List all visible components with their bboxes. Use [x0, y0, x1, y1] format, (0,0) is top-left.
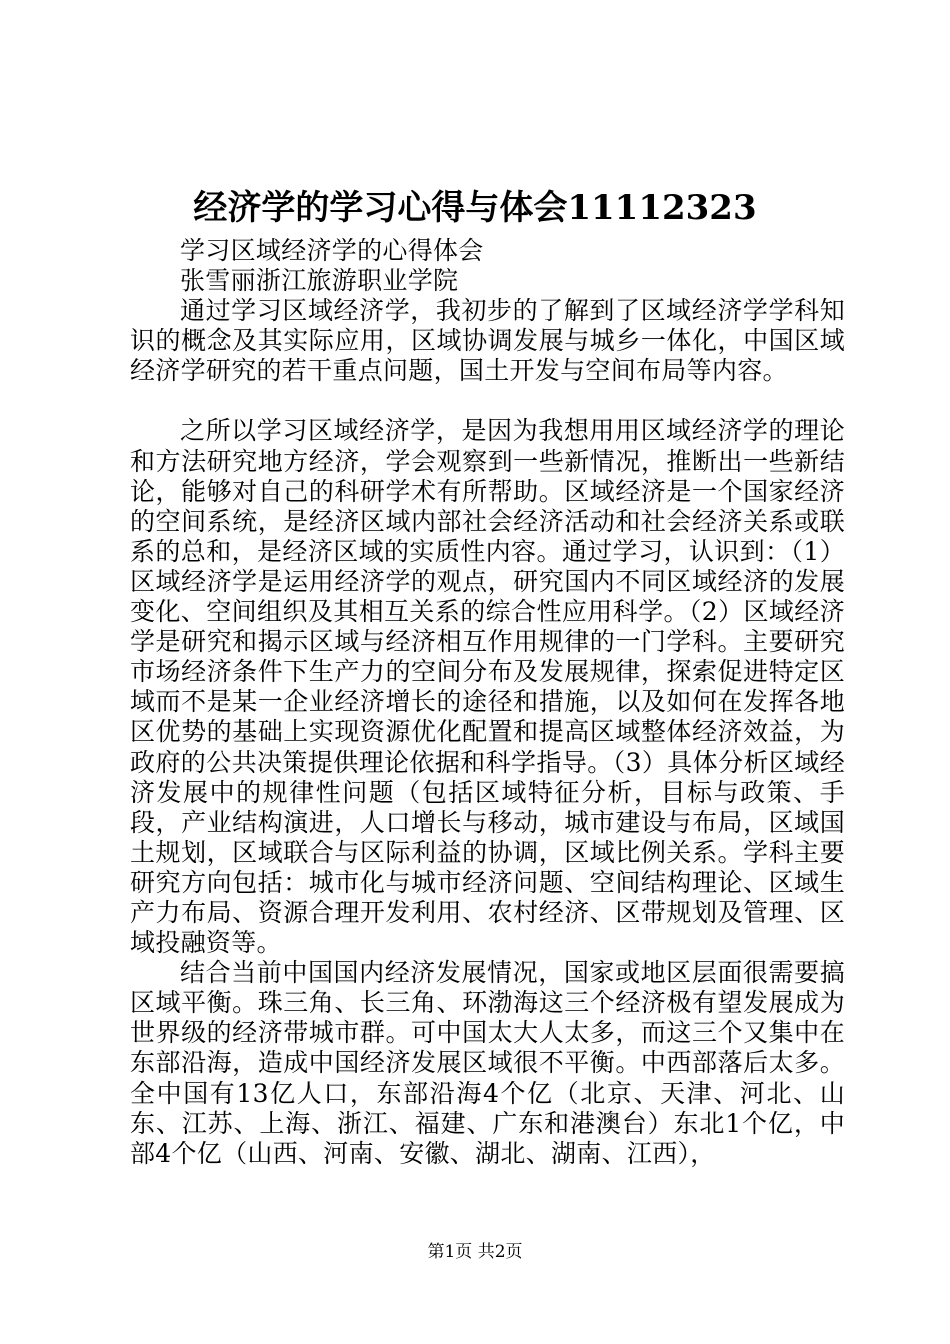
- author-line: 张雪丽浙江旅游职业学院: [180, 266, 459, 296]
- page-indicator: 第1页 共2页: [427, 1242, 523, 1262]
- subtitle-line: 学习区域经济学的心得体会: [180, 236, 484, 265]
- document-title: 经济学的学习心得与体会11112323: [193, 188, 757, 228]
- paragraph-1: 通过学习区域经济学，我初步的了解到了区域经济学学科知识的概念及其实际应用，区域协调发展与城乡一体化，中国区域经济学研究的若干重点问题，国土开发与空间布局等内容。: [130, 296, 845, 386]
- paragraph-3: 结合当前中国国内经济发展情况，国家或地区层面很需要搞区域平衡。珠三角、长三角、环渤海这三个经济极有望发展成为世界级的经济带城市群。可中国太大人太多，而这三个又集中在东部沿海，造成中国经济发展区域很不平衡。中西部落后太多。全中国有13亿人口，东部沿海4个亿（北京、天津、河北、山东、江苏、上海、浙江、福建、广东和港澳台）东北1个亿，中部4个亿（山西、河南、安徽、湖北、湖南、江西），: [130, 958, 845, 1168]
- document-body: [130, 236, 845, 1169]
- paragraph-2: 之所以学习区域经济学，是因为我想用用区域经济学的理论和方法研究地方经济，学会观察到一些新情况，推断出一些新结论，能够对自己的科研学术有所帮助。区域经济是一个国家经济的空间系统，是经济区域内部社会经济活动和社会经济关系或联系的总和，是经济区域的实质性内容。通过学习，认识到：（1）区域经济学是运用经济学的观点，研究国内不同区域经济的发展变化、空间组织及其相互关系的综合性应用科学。（2）区域经济学是研究和揭示区域与经济相互作用规律的一门学科。主要研究市场经济条件下生产力的空间分布及发展规律，探索促进特定区域而不是某一企业经济增长的途径和措施，以及如何在发挥各地区优势的基础上实现资源优化配置和提高区域整体经济效益，为政府的公共决策提供理论依据和科学指导。（3）具体分析区域经济发展中的规律性问题（包括区域特征分析，目标与政策、手段，产业结构演进，人口增长与移动，城市建设与布局，区域国土规划，区域联合与区际利益的协调，区域比例关系。学科主要研究方向包括：城市化与城市经济问题、空间结构理论、区域生产力布局、资源合理开发利用、农村经济、区带规划及管理、区域投融资等。: [130, 416, 845, 958]
